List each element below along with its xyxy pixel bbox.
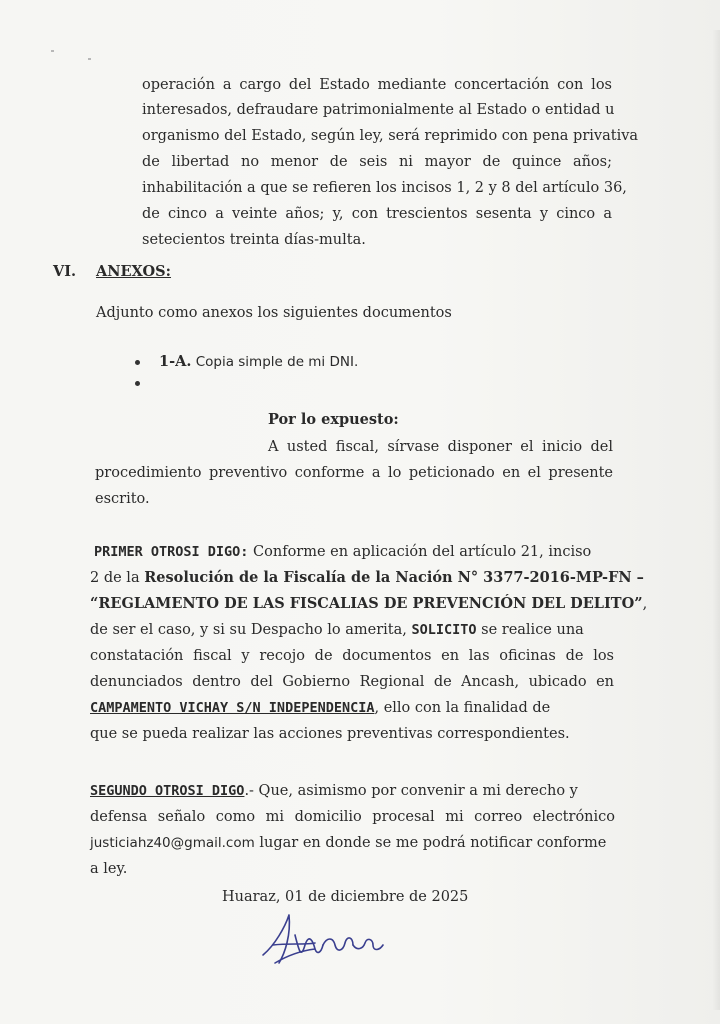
text-run: 2 de la	[90, 570, 145, 586]
annex-text: Copia simple de mi DNI.	[191, 354, 359, 370]
body-text-line: constatación fiscal y recojo de documentos en las oficinas de los	[90, 648, 614, 664]
body-text-line: de cinco a veinte años; y, con trescientos sesenta y cinco a	[142, 206, 612, 222]
body-text-line: defensa señalo como mi domicilio procesal mi correo electrónico	[90, 809, 615, 825]
body-text-line: operación a cargo del Estado mediante concertación con los	[142, 77, 612, 93]
body-text-line: interesados, defraudare patrimonialmente al Estado o entidad u	[142, 102, 615, 118]
solicito-keyword: SOLICITO	[411, 622, 477, 638]
annex-item	[159, 352, 358, 372]
email-address: justiciahz40@gmail.com	[90, 835, 255, 851]
regulation-title: “REGLAMENTO DE LAS FISCALIAS DE PREVENCIÓN DEL DELITO”	[90, 595, 643, 612]
section-heading: ANEXOS:	[96, 263, 172, 280]
body-text-line: A usted fiscal, sírvase disponer el inicio del	[268, 439, 613, 455]
body-text-line: denunciados dentro del Gobierno Regional de Ancash, ubicado en	[90, 674, 614, 690]
primer-otrosi-line	[90, 698, 550, 718]
body-text-line: escrito.	[95, 491, 150, 507]
body-text-line: organismo del Estado, según ley, será reprimido con pena privativa	[142, 128, 639, 144]
body-text-line: que se pueda realizar las acciones preventivas correspondientes.	[90, 726, 570, 742]
primer-otrosi-line	[90, 594, 647, 614]
primer-otrosi-line	[90, 568, 644, 588]
text-run: se realice una	[476, 622, 584, 638]
page-edge-shadow	[712, 30, 720, 1010]
body-text-line: inhabilitación a que se refieren los incisos 1, 2 y 8 del artículo 36,	[142, 180, 627, 196]
segundo-otrosi-line	[90, 833, 606, 853]
text-run: lugar en donde se me podrá notificar conforme	[254, 835, 607, 851]
segundo-otrosi-label: SEGUNDO OTROSI DIGO	[90, 783, 245, 799]
text-run: .- Que, asimismo por convenir a mi derecho y	[244, 783, 578, 799]
primer-otrosi-label: PRIMER OTROSI DIGO:	[94, 544, 249, 560]
text-run: Conforme en aplicación del artículo 21, inciso	[248, 544, 592, 560]
resolution-reference: Resolución de la Fiscalía de la Nación N° 3377-2016-MP-FN –	[144, 569, 644, 586]
bullet-icon	[135, 360, 140, 365]
body-text-line: a ley.	[90, 861, 128, 877]
scan-speck	[51, 50, 54, 52]
bullet-icon	[135, 381, 140, 386]
address-highlight: CAMPAMENTO VICHAY S/N INDEPENDENCIA	[90, 700, 375, 716]
signature-image	[255, 905, 395, 975]
annex-code: 1-A.	[159, 353, 192, 370]
segundo-otrosi-line	[90, 781, 578, 801]
place-date: Huaraz, 01 de diciembre de 2025	[222, 889, 469, 905]
body-text-line: setecientos treinta días-multa.	[142, 232, 366, 248]
text-run: ,	[642, 596, 648, 612]
scan-speck	[88, 58, 91, 60]
body-text-line: de libertad no menor de seis ni mayor de quince años;	[142, 154, 612, 170]
section-number: VI.	[53, 263, 77, 280]
primer-otrosi-line	[90, 620, 584, 640]
primer-otrosi-line	[94, 542, 591, 562]
text-run: , ello con la finalidad de	[374, 700, 551, 716]
conclusion-heading: Por lo expuesto:	[268, 411, 399, 428]
section-intro: Adjunto como anexos los siguientes documentos	[96, 305, 452, 321]
body-text-line: procedimiento preventivo conforme a lo peticionado en el presente	[95, 465, 613, 481]
text-run: de ser el caso, y si su Despacho lo amerita,	[90, 622, 412, 638]
